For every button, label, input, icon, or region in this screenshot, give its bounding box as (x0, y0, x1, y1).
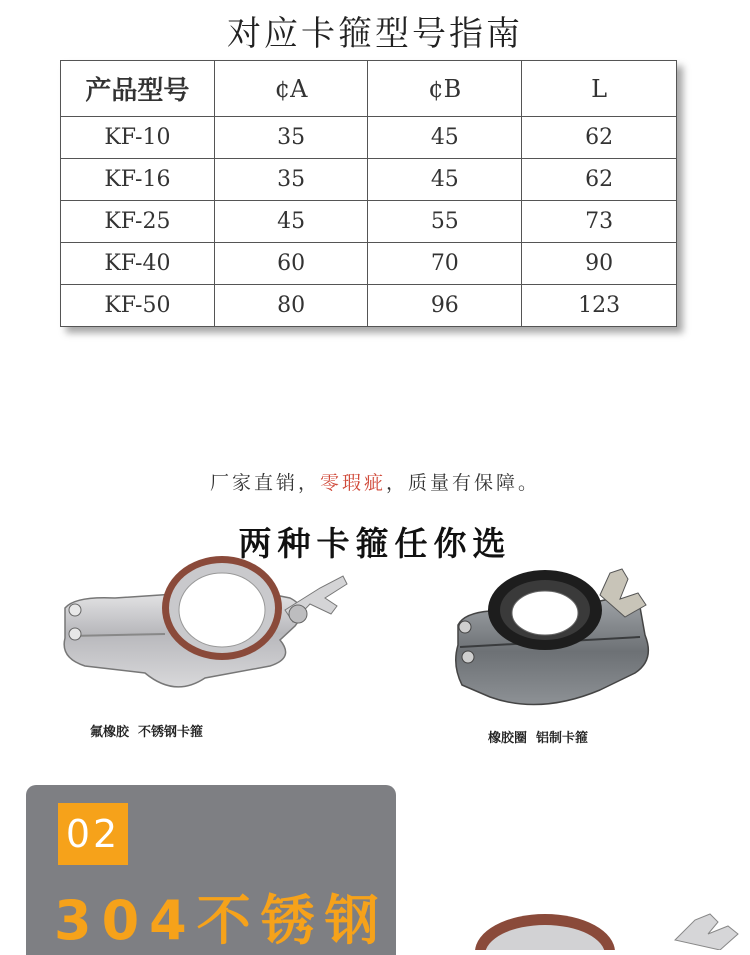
table-row (61, 159, 677, 201)
aluminum-clamp-image (450, 565, 665, 719)
header-model: 产品型号 (61, 61, 215, 117)
cell-l: 62 (522, 117, 677, 159)
cell-a: 80 (214, 285, 368, 327)
table-row (61, 243, 677, 285)
cell-model: KF-10 (61, 117, 215, 159)
cell-l: 123 (522, 285, 677, 327)
header-l: L (522, 61, 677, 117)
cell-b: 70 (368, 243, 522, 285)
table-row (61, 285, 677, 327)
cell-model: KF-25 (61, 201, 215, 243)
stainless-clamp-partial-image (470, 900, 750, 954)
table-row (61, 201, 677, 243)
cell-model: KF-50 (61, 285, 215, 327)
tagline-after: ，质量有保障。 (386, 472, 541, 494)
cell-b: 55 (368, 201, 522, 243)
cell-l: 62 (522, 159, 677, 201)
section-heading: 两种卡箍任你选 (238, 524, 512, 563)
page-title: 对应卡箍型号指南 (227, 14, 523, 54)
stainless-clamp-image (55, 548, 350, 717)
cell-l: 73 (522, 201, 677, 243)
header-a: ¢A (214, 61, 368, 117)
spec-table (60, 60, 677, 327)
tagline-before: 厂家直销， (209, 472, 320, 494)
header-b: ¢B (368, 61, 522, 117)
section-number: 02 (65, 812, 121, 856)
table-row (61, 117, 677, 159)
caption-aluminum: 橡胶圈 铝制卡箍 (488, 731, 589, 746)
table-header-row (61, 61, 677, 117)
cell-a: 45 (214, 201, 368, 243)
cell-b: 96 (368, 285, 522, 327)
section-number-badge (58, 803, 128, 865)
cell-model: KF-40 (61, 243, 215, 285)
cell-a: 60 (214, 243, 368, 285)
cell-b: 45 (368, 159, 522, 201)
cell-b: 45 (368, 117, 522, 159)
cell-l: 90 (522, 243, 677, 285)
tagline-highlight: 零瑕疵 (319, 472, 386, 494)
tagline (0, 468, 750, 495)
cell-model: KF-16 (61, 159, 215, 201)
section-title: 304不锈钢 (54, 889, 389, 952)
cell-a: 35 (214, 117, 368, 159)
caption-stainless: 氟橡胶 不锈钢卡箍 (90, 725, 204, 740)
cell-a: 35 (214, 159, 368, 201)
